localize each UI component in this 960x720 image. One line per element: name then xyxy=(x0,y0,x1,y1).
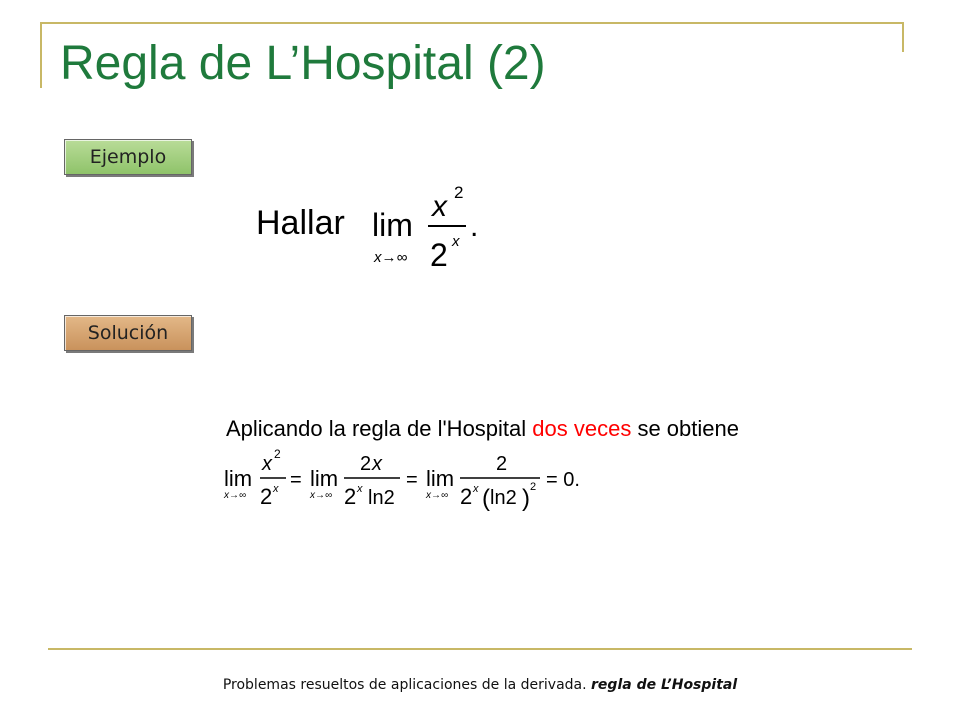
footer xyxy=(0,677,960,693)
example-prompt: Hallar xyxy=(256,204,345,242)
denominator-base: 2 xyxy=(430,237,448,273)
solution-equation xyxy=(222,446,602,516)
svg-text:x: x xyxy=(372,453,382,475)
svg-text:2: 2 xyxy=(530,481,537,493)
frame-left-line xyxy=(40,22,42,88)
example-limit-expression xyxy=(370,180,490,280)
svg-text:x→∞: x→∞ xyxy=(224,490,247,501)
numerator-base: x xyxy=(432,190,447,223)
solution-text-highlight: dos veces xyxy=(532,416,632,441)
svg-text:(: ( xyxy=(482,485,490,512)
slide-title: Regla de L’Hospital (2) xyxy=(60,37,546,90)
lim-subscript: x→∞ xyxy=(374,249,408,266)
svg-text:x: x xyxy=(273,483,279,495)
solution-text xyxy=(226,416,739,442)
svg-text:x: x xyxy=(357,483,363,495)
svg-text:x: x xyxy=(473,483,479,495)
svg-text:2: 2 xyxy=(460,484,473,509)
svg-text:x: x xyxy=(262,453,272,475)
svg-text:2: 2 xyxy=(496,453,508,475)
lim-word: lim xyxy=(372,207,413,243)
svg-text:x→∞: x→∞ xyxy=(310,490,333,501)
svg-text:lim: lim xyxy=(224,466,253,491)
svg-text:2: 2 xyxy=(344,484,357,509)
svg-text:= 0.: = 0. xyxy=(546,469,580,491)
svg-text:=: = xyxy=(406,469,418,491)
svg-text:=: = xyxy=(290,469,302,491)
footer-emphasis: regla de L’Hospital xyxy=(591,677,738,693)
footer-divider xyxy=(48,648,912,650)
frame-top-line xyxy=(40,22,904,24)
svg-text:x→∞: x→∞ xyxy=(426,490,449,501)
frame-right-line xyxy=(902,22,904,52)
solution-text-before: Aplicando la regla de l'Hospital xyxy=(226,416,533,441)
svg-text:lim: lim xyxy=(426,466,455,491)
solution-text-after: se obtiene xyxy=(631,416,739,441)
svg-text:2: 2 xyxy=(260,484,273,509)
svg-text:): ) xyxy=(522,485,530,512)
footer-text: Problemas resueltos de aplicaciones de la derivada. xyxy=(222,677,592,693)
svg-text:2: 2 xyxy=(274,447,281,461)
numerator-exponent: 2 xyxy=(454,183,464,202)
example-label: Ejemplo xyxy=(64,139,192,175)
svg-text:ln2: ln2 xyxy=(490,487,517,509)
period: . xyxy=(470,210,479,243)
svg-text:lim: lim xyxy=(310,466,339,491)
svg-text:2: 2 xyxy=(360,453,372,475)
solution-label: Solución xyxy=(64,315,192,351)
denominator-exponent: x xyxy=(452,233,460,250)
svg-text:ln2: ln2 xyxy=(368,487,395,509)
